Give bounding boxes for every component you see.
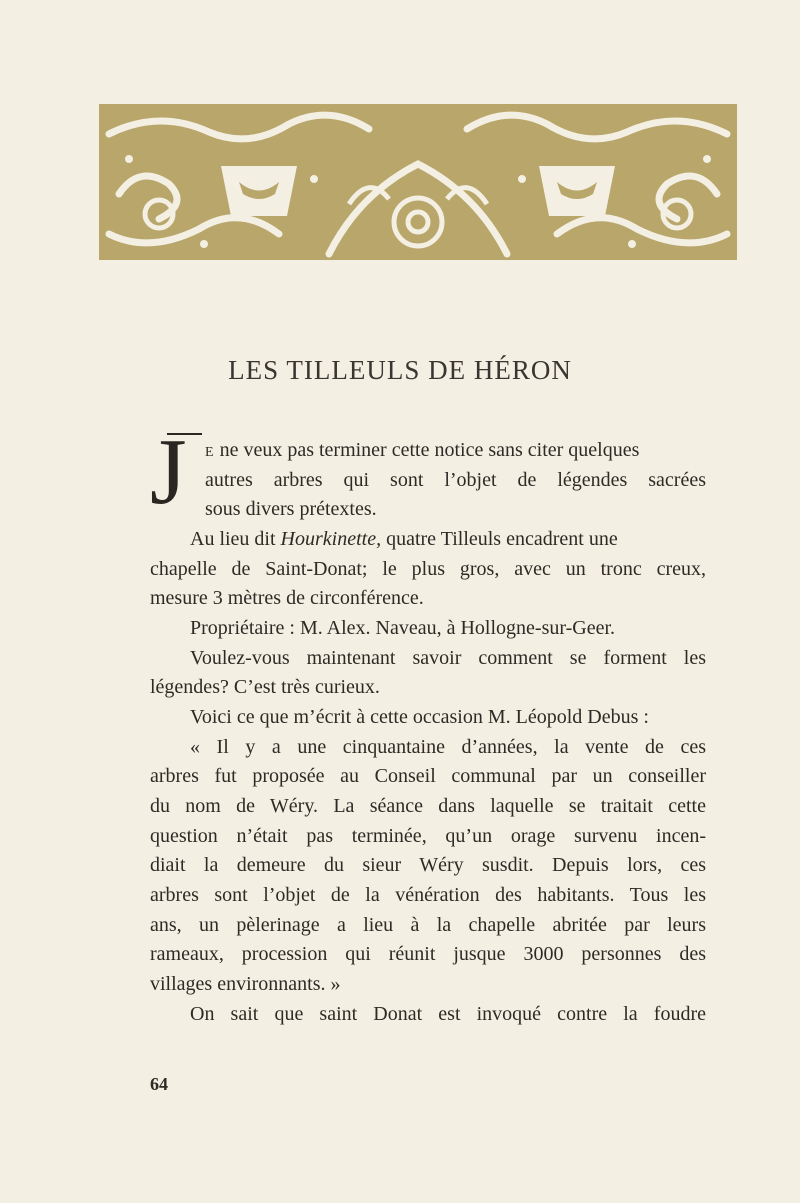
text-line-6: mesure 3 mètres de circonférence. <box>150 587 424 609</box>
text-segment: quatre Tilleuls encadrent une <box>381 528 618 550</box>
chapter-title: LES TILLEULS DE HÉRON <box>228 355 572 385</box>
drop-cap-continuation: E <box>205 445 215 460</box>
text-line-5: chapelle de Saint-Donat; le plus gros, avec un tronc creux, <box>150 558 706 580</box>
text-line-11: « Il y a une cinquantaine d’années, la vente de ces <box>190 736 706 758</box>
text-line-10: Voici ce que m’écrit à cette occasion M. Léopold Debus : <box>190 706 649 728</box>
drop-cap: J <box>150 420 187 524</box>
text-segment: Au lieu dit <box>190 528 281 550</box>
text-line-15: diait la demeure du sieur Wéry susdit. Depuis lors, ces <box>150 854 706 876</box>
text-line-12: arbres fut proposée au Conseil communal par un conseiller <box>150 765 706 787</box>
text-line-2: autres arbres qui sont l’objet de légendes sacrées <box>205 469 706 491</box>
text-line-19: villages environnants. » <box>150 973 341 995</box>
place-name-italic: Hourkinette, <box>280 528 382 550</box>
text-line-13: du nom de Wéry. La séance dans laquelle se traitait cette <box>150 795 706 817</box>
text-line-3: sous divers prétextes. <box>205 498 377 520</box>
text-line-7: Propriétaire : M. Alex. Naveau, à Hollogne-sur-Geer. <box>190 617 616 639</box>
text-line-8: Voulez-vous maintenant savoir comment se forment les <box>190 647 706 669</box>
decorative-headpiece-ornament <box>99 104 737 260</box>
text-line-4 <box>190 525 706 555</box>
text-line-16: arbres sont l’objet de la vénération des habitants. Tous les <box>150 884 706 906</box>
text-line-17: ans, un pèlerinage a lieu à la chapelle abritée par leurs <box>150 914 706 936</box>
text-line-20: On sait que saint Donat est invoqué contre la foudre <box>190 1003 706 1025</box>
text-line-14: question n’était pas terminée, qu’un orage survenu incen- <box>150 825 706 847</box>
text-line <box>205 436 706 468</box>
text-line-9: légendes? C’est très curieux. <box>150 676 380 698</box>
text-line-1: ne veux pas terminer cette notice sans citer quelques <box>219 439 640 461</box>
text-line-18: rameaux, procession qui réunit jusque 3000 personnes des <box>150 943 706 965</box>
page-number: 64 <box>150 1074 168 1094</box>
